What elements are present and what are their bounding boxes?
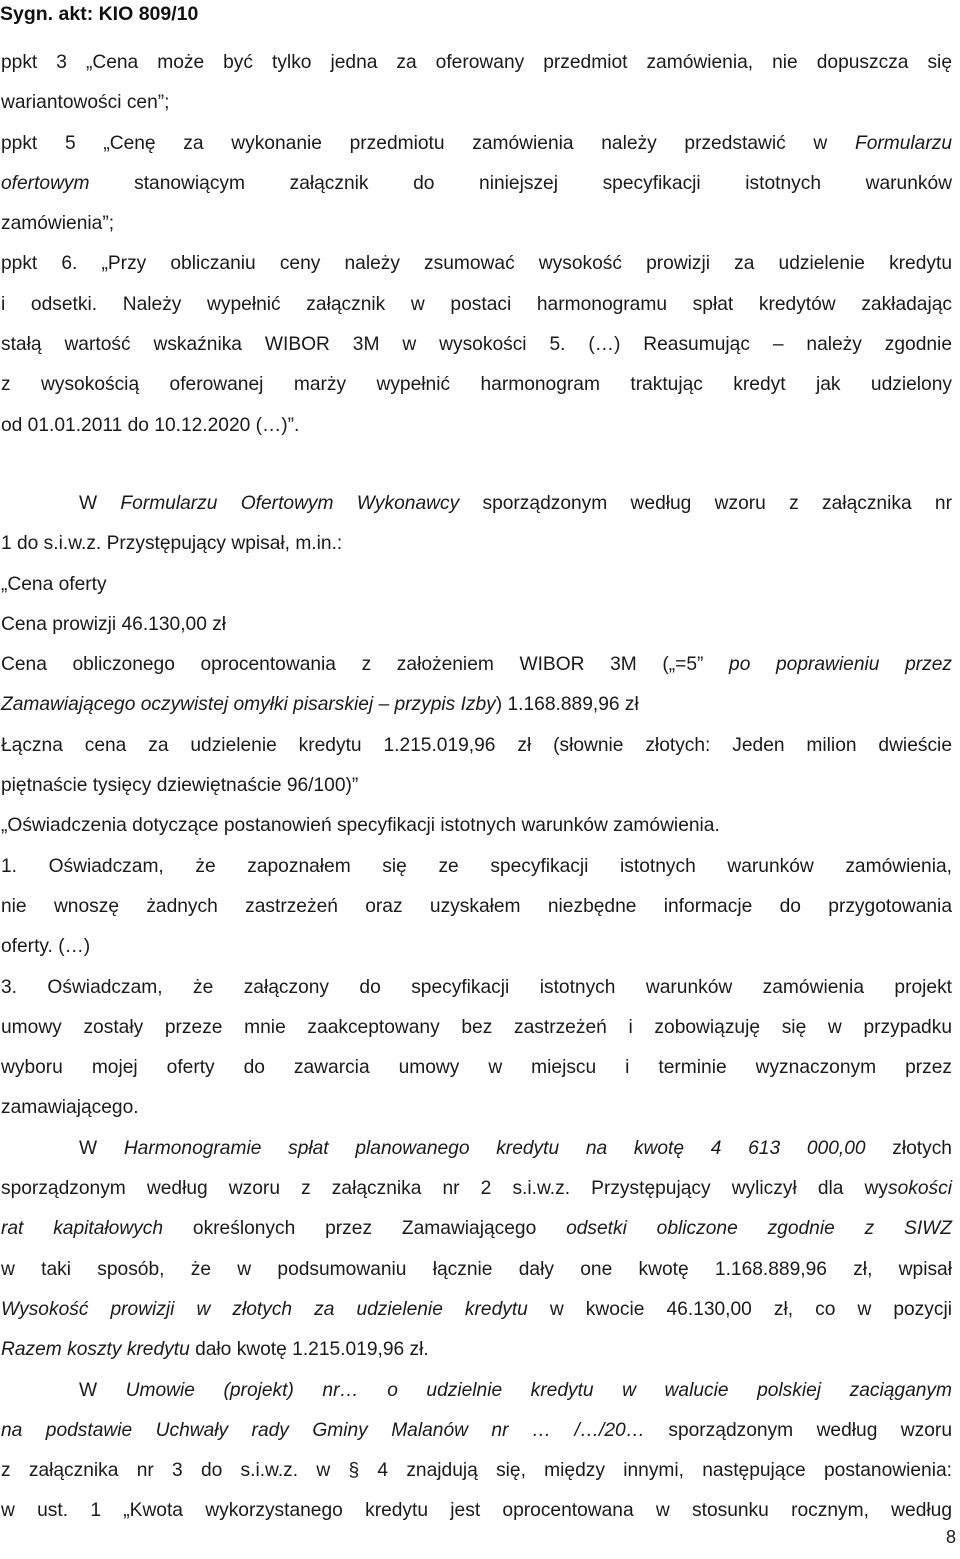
italic-text: Harmonogramie spłat planowanego kredytu na kwotę 4 613 000,00 (123, 1137, 866, 1159)
paragraph-gap (1, 446, 952, 484)
text-line (1, 285, 952, 325)
italic-text: Umowie (projekt) nr… o udzielnie kredytu w walucie polskiej zaciąganym (125, 1379, 952, 1401)
text-segment: w ust. 1 „Kwota wykorzystanego kredytu jest oprocentowana w stosunku rocznym, według (1, 1500, 952, 1522)
italic-text: odsetki obliczone zgodnie z SIWZ (566, 1218, 952, 1240)
text-line (1, 83, 952, 123)
text-line (1, 806, 952, 846)
case-reference-header: Sygn. akt: KIO 809/10 (0, 3, 199, 25)
text-segment: umowy zostały przeze mnie zaakceptowany bez zastrzeżeń i zobowiązuję się w przypadku (1, 1016, 952, 1038)
text-segment: zamawiającego. (1, 1097, 139, 1119)
text-segment: Cena obliczonego oprocentowania z założeniem WIBOR 3M („=5” (1, 654, 730, 676)
text-line (1, 968, 952, 1008)
text-line (1, 1330, 952, 1370)
text-segment: stanowiącym załącznik do niniejszej specyfikacji istotnych warunków (89, 172, 952, 194)
text-segment: „Oświadczenia dotyczące postanowień specyfikacji istotnych warunków zamówienia. (1, 815, 720, 837)
text-line (1, 605, 952, 645)
text-line (1, 244, 952, 284)
text-segment: zamówienia”; (1, 213, 115, 235)
text-line (1, 1169, 952, 1209)
text-segment: dało kwotę 1.215.019,96 zł. (189, 1339, 429, 1361)
text-segment: piętnaście tysięcy dziewiętnaście 96/100)” (1, 775, 359, 797)
text-line (1, 1008, 952, 1048)
italic-text: Formularzu Ofertowym Wykonawcy (120, 492, 460, 514)
text-segment: ppkt 5 „Cenę za wykonanie przedmiotu zamówienia należy przedstawić w (1, 132, 855, 154)
text-line (1, 1491, 952, 1531)
text-segment: W (79, 492, 121, 514)
text-segment: Cena prowizji 46.130,00 zł (1, 613, 227, 635)
text-line (1, 726, 952, 766)
italic-text: ofertowym (1, 172, 90, 194)
text-segment: 1. Oświadczam, że zapoznałem się ze specyfikacji istotnych warunków zamówienia, (1, 855, 952, 877)
text-segment: W (79, 1379, 126, 1401)
text-segment: oferty. (…) (1, 936, 91, 958)
text-segment: stałą wartość wskaźnika WIBOR 3M w wysokości 5. (…) Reasumując – należy zgodnie (1, 334, 952, 356)
text-segment: 3. Oświadczam, że załączony do specyfikacji istotnych warunków zamówienia projekt (1, 976, 952, 998)
text-line (1, 43, 952, 83)
text-line (1, 204, 952, 244)
text-line (1, 685, 952, 725)
text-segment: sporządzonym według wzoru (644, 1419, 952, 1441)
text-line (1, 887, 952, 927)
text-line (1, 1088, 952, 1128)
text-segment: z załącznika nr 3 do s.i.w.z. w § 4 znajdują się, między innymi, następujące postanowienia: (1, 1460, 952, 1482)
text-line (1, 1371, 952, 1411)
text-segment: Łączna cena za udzielenie kredytu 1.215.019,96 zł (słownie złotych: Jeden milion dwieście (1, 734, 952, 756)
italic-text: sokości (888, 1178, 952, 1200)
text-segment: w kwocie 46.130,00 zł, co w pozycji (527, 1298, 952, 1320)
italic-text: Zamawiającego oczywistej omyłki pisarskiej – przypis Izby (1, 694, 496, 716)
text-line (1, 1290, 952, 1330)
italic-text: po poprawieniu przez (729, 654, 952, 676)
text-line (1, 1451, 952, 1491)
text-line (1, 1411, 952, 1451)
text-segment: określonych przez Zamawiającego (163, 1218, 567, 1240)
text-segment: sporządzonym według wzoru z załącznika nr 2 s.i.w.z. Przystępujący wyliczył dla wy (1, 1178, 889, 1200)
text-line (1, 766, 952, 806)
text-line (1, 645, 952, 685)
text-line (1, 847, 952, 887)
text-segment: nie wnoszę żadnych zastrzeżeń oraz uzyskałem niezbędne informacje do przygotowania (1, 895, 952, 917)
italic-text: rat kapitałowych (1, 1218, 164, 1240)
italic-text: na podstawie Uchwały rady Gminy Malanów nr … /…/20… (1, 1419, 645, 1441)
text-segment: ) 1.168.889,96 zł (495, 694, 639, 716)
text-segment: ppkt 6. „Przy obliczaniu ceny należy zsumować wysokość prowizji za udzielenie kredytu (1, 253, 952, 275)
text-segment: sporządzonym według wzoru z załącznika nr (459, 492, 952, 514)
text-segment: wyboru mojej oferty do zawarcia umowy w miejscu i terminie wyznaczonym przez (1, 1057, 952, 1079)
text-segment: 1 do s.i.w.z. Przystępujący wpisał, m.in.: (1, 533, 343, 555)
text-line (1, 1129, 952, 1169)
text-line (1, 365, 952, 405)
text-line (1, 406, 952, 446)
text-segment: „Cena oferty (1, 573, 107, 595)
italic-text: Formularzu (854, 132, 952, 154)
text-line (1, 565, 952, 605)
text-segment: z wysokością oferowanej marży wypełnić harmonogram traktując kredyt jak udzielony (1, 374, 952, 396)
text-line (1, 1209, 952, 1249)
text-segment: od 01.01.2011 do 10.12.2020 (…)”. (1, 414, 300, 436)
italic-text: Wysokość prowizji w złotych za udzielenie kredytu (1, 1298, 528, 1320)
text-line (1, 325, 952, 365)
text-line (1, 1250, 952, 1290)
text-segment: i odsetki. Należy wypełnić załącznik w postaci harmonogramu spłat kredytów zakładając (1, 293, 952, 315)
text-line (1, 1048, 952, 1088)
text-segment: ppkt 3 „Cena może być tylko jedna za oferowany przedmiot zamówienia, nie dopuszcza się (1, 52, 952, 73)
text-line (1, 927, 952, 967)
text-line (1, 484, 952, 524)
text-line (1, 124, 952, 164)
text-segment: w taki sposób, że w podsumowaniu łącznie dały one kwotę 1.168.889,96 zł, wpisał (1, 1258, 952, 1280)
text-segment: złotych (865, 1137, 952, 1159)
text-line (1, 164, 952, 204)
italic-text: Razem koszty kredytu (1, 1339, 190, 1361)
text-line (1, 524, 952, 564)
text-segment: W (79, 1137, 124, 1159)
document-body (1, 43, 952, 1532)
text-segment: wariantowości cen”; (1, 92, 170, 114)
page-number: 8 (945, 1527, 956, 1547)
